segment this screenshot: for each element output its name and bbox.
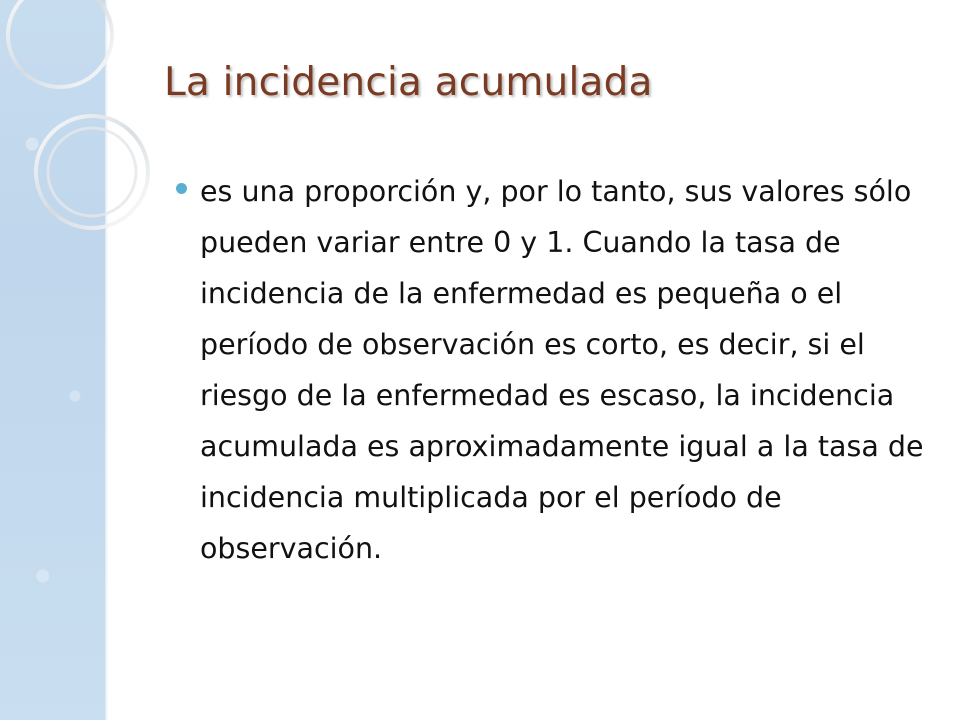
ring-inner [48, 128, 136, 216]
slide-title: La incidencia acumulada [164, 60, 653, 105]
slide-content [176, 166, 932, 574]
ring-small [36, 116, 148, 228]
bullet-icon [176, 183, 187, 194]
bullet-text: es una proporción y, por lo tanto, sus valores sólo pueden variar entre 0 y 1. Cuando la tasa de incidencia de la enfermedad es pequeña o el período de observación es corto, es decir, si el riesgo de la enfermedad es escaso, la incidencia acumulada es aproximadamente igual a la tasa de incidencia multiplicada por el período de observación. [200, 175, 924, 565]
ring-large [8, 0, 112, 87]
bullet-item [176, 166, 932, 574]
